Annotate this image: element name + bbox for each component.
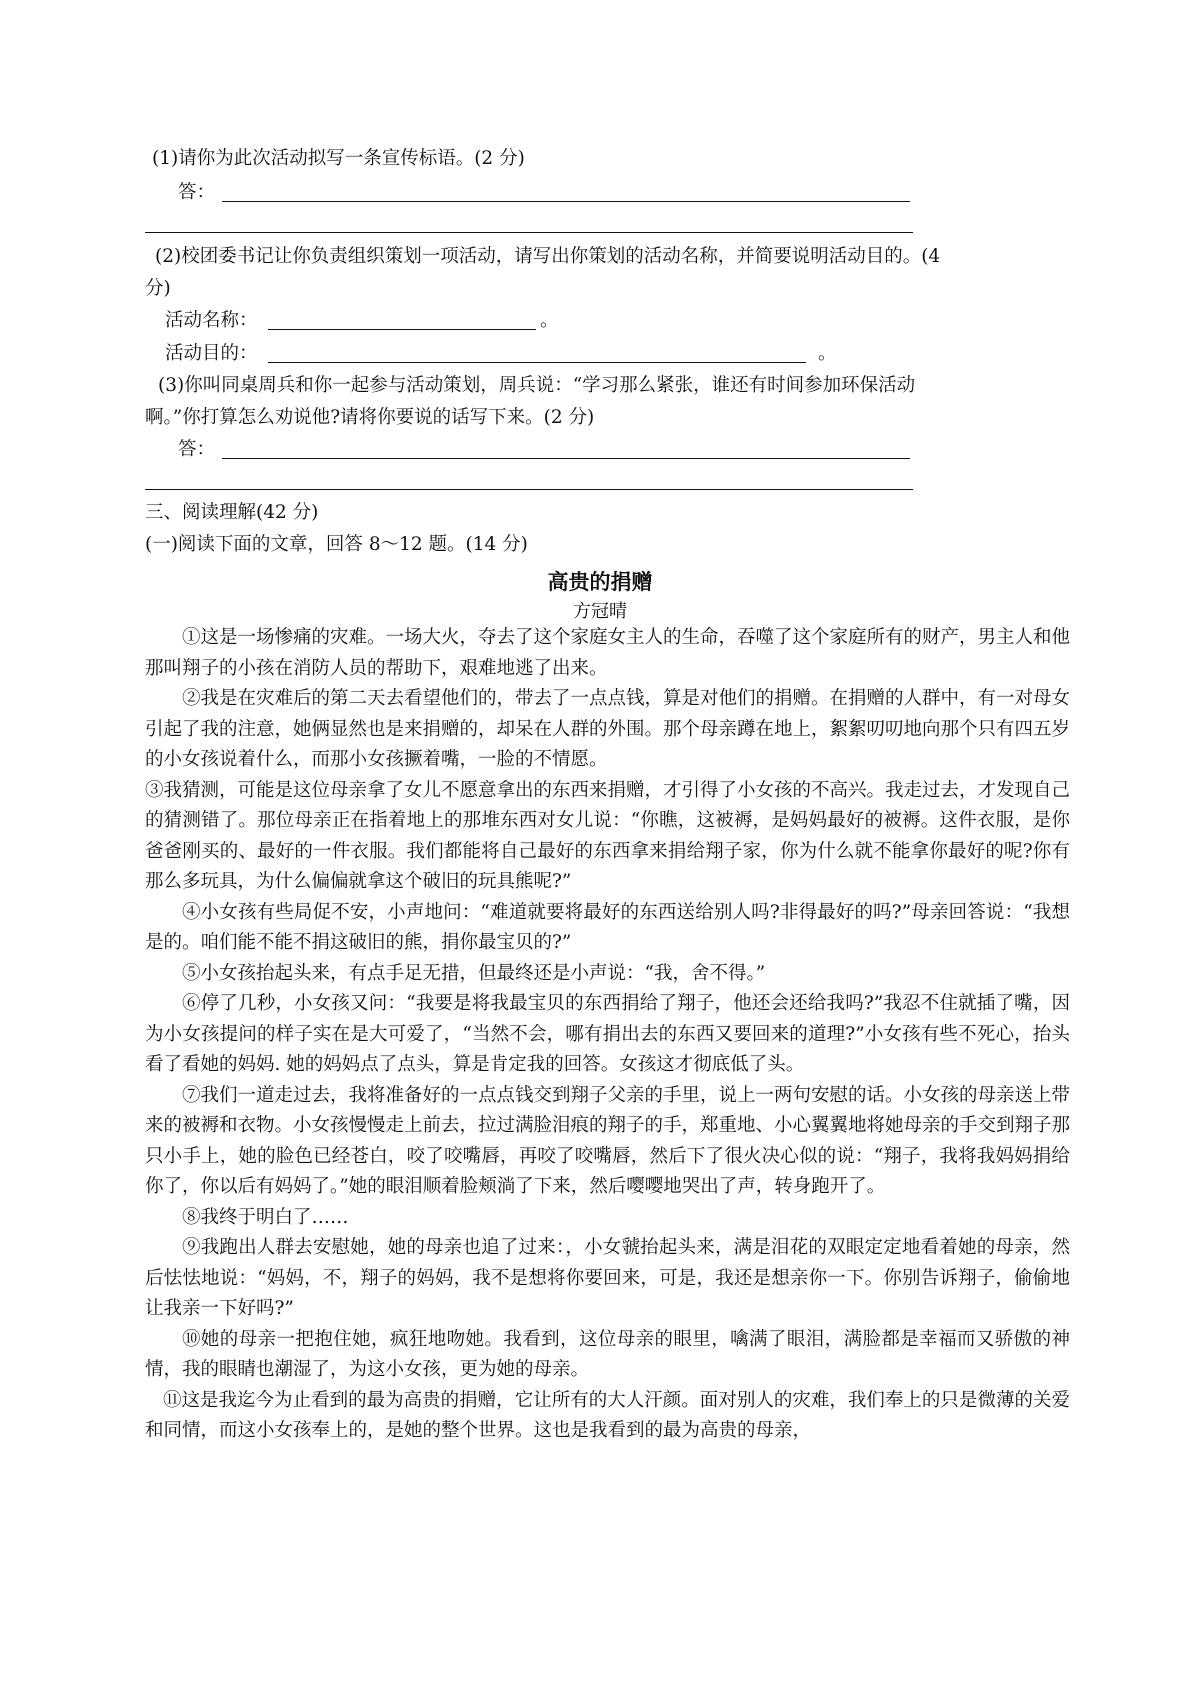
article-body — [145, 623, 1070, 1447]
paragraph: ②我是在灾难后的第二天去看望他们的，带去了一点点钱，算是对他们的捐赠。在捐赠的人群中，有一对母女引起了我的注意，她俩显然也是来捐赠的，却呆在人群的外围。那个母亲蹲在地上，絮絮叨叨地向那个只有四五岁的小女孩说着什么，而那小女孩撅着嘴，一脸的不情愿。 — [145, 688, 1071, 770]
article-title: 高贵的捐赠 — [547, 570, 653, 594]
activity-purpose-label: 活动目的： — [165, 343, 258, 364]
paragraph: ⑧我终于明白了…… — [182, 1206, 349, 1228]
answer-line-3b[interactable] — [145, 489, 913, 490]
sub-heading: (一)阅读下面的文章，回答 8～12 题。(14 分) — [145, 534, 528, 555]
article-author: 方冠晴 — [573, 601, 627, 622]
answer-label-1: 答： — [178, 182, 216, 203]
paragraph: ⑩她的母亲一把抱住她，疯狂地吻她。我看到，这位母亲的眼里，噙满了眼泪，满脸都是幸福而又骄傲的神情，我的眼睛也潮湿了，为这小女孩，更为她的母亲。 — [145, 1328, 1070, 1380]
paragraph: ⑪这是我迄今为止看到的最为高贵的捐赠，它让所有的大人汗颜。面对别人的灾难，我们奉上的只是微薄的关爱和同情，而这小女孩奉上的，是她的整个世界。这也是我看到的最为高贵的母亲， — [145, 1389, 1070, 1441]
paragraph: ①这是一场惨痛的灾难。一场大火，夺去了这个家庭女主人的生命，吞噬了这个家庭所有的财产，男主人和他那叫翔子的小孩在消防人员的帮助下，艰难地逃了出来。 — [145, 627, 1071, 679]
paragraph: ⑦我们一道走过去，我将准备好的一点点钱交到翔子父亲的手里，说上一两句安慰的话。小女孩的母亲送上带来的被褥和衣物。小女孩慢慢走上前去，拉过满脸泪痕的翔子的手，郑重地、小心翼翼地将她母亲的手交到翔子那只小手上，她的脸色已经苍白，咬了咬嘴唇，再咬了咬嘴唇，然后下了很火决心似的说：“翔子，我将我妈妈捐给你了，你以后有妈妈了。”她的眼泪顺着脸颊淌了下来，然后嘤嘤地哭出了声，转身跑开了。 — [145, 1084, 1071, 1197]
question-3-line2: 啊。”你打算怎么劝说他?请将你要说的话写下来。(2 分) — [145, 407, 595, 428]
question-2-line1: (2)校团委书记让你负责组织策划一项活动，请写出你策划的活动名称，并简要说明活动目的。(4 — [155, 246, 941, 267]
activity-name-label: 活动名称： — [165, 310, 258, 331]
question-1: (1)请你为此次活动拟写一条宣传标语。(2 分) — [152, 148, 525, 169]
activity-purpose-line[interactable] — [268, 362, 806, 363]
activity-name-end: 。 — [540, 310, 559, 331]
paragraph: ③我猜测，可能是这位母亲拿了女儿不愿意拿出的东西来捐赠，才引得了小女孩的不高兴。我走过去，才发现自己的猜测错了。那位母亲正在指着地上的那堆东西对女儿说：“你瞧，这被褥，是妈妈最好的被褥。这件衣服，是你爸爸刚买的、最好的一件衣服。我们都能将自己最好的东西拿来捐给翔子家，你为什么就不能拿你最好的呢?你有那么多玩具，为什么偏偏就拿这个破旧的玩具熊呢?” — [145, 779, 1071, 892]
answer-label-3: 答： — [178, 439, 216, 460]
section-heading: 三、阅读理解(42 分) — [145, 502, 319, 523]
paragraph: ⑨我跑出人群去安慰她，她的母亲也追了过来：，小女虢抬起头来，满是泪花的双眼定定地看着她的母亲，然后怯怯地说：“妈妈，不，翔子的妈妈，我不是想将你要回来，可是，我还是想亲你一下。你别告诉翔子，偷偷地让我亲一下好吗?” — [145, 1237, 1070, 1319]
paragraph: ⑥停了几秒，小女孩又问：“我要是将我最宝贝的东西捐给了翔子，他还会还给我吗?”我忍不住就插了嘴，因为小女孩提问的样子实在是大可爱了，“当然不会，哪有捐出去的东西又要回来的道理?”小女孩有些不死心，抬头看了看她的妈妈. 她的妈妈点了点头，算是肯定我的回答。女孩这才彻底低了头。 — [145, 993, 1070, 1075]
answer-line-1b[interactable] — [145, 232, 913, 233]
answer-line-3[interactable] — [222, 458, 910, 459]
activity-name-line[interactable] — [268, 329, 536, 330]
question-2-line2: 分) — [145, 278, 171, 299]
paragraph: ⑤小女孩抬起头来，有点手足无措，但最终还是小声说：“我，舍不得。” — [182, 962, 766, 984]
activity-purpose-end: 。 — [818, 343, 837, 364]
answer-line-1[interactable] — [222, 201, 910, 202]
question-3-line1: (3)你叫同桌周兵和你一起参与活动策划，周兵说：“学习那么紧张，谁还有时间参加环保活动 — [158, 375, 916, 396]
paragraph: ④小女孩有些局促不安，小声地问：“难道就要将最好的东西送给别人吗?非得最好的吗?”母亲回答说：“我想是的。咱们能不能不捐这破旧的熊，捐你最宝贝的?” — [145, 901, 1070, 953]
